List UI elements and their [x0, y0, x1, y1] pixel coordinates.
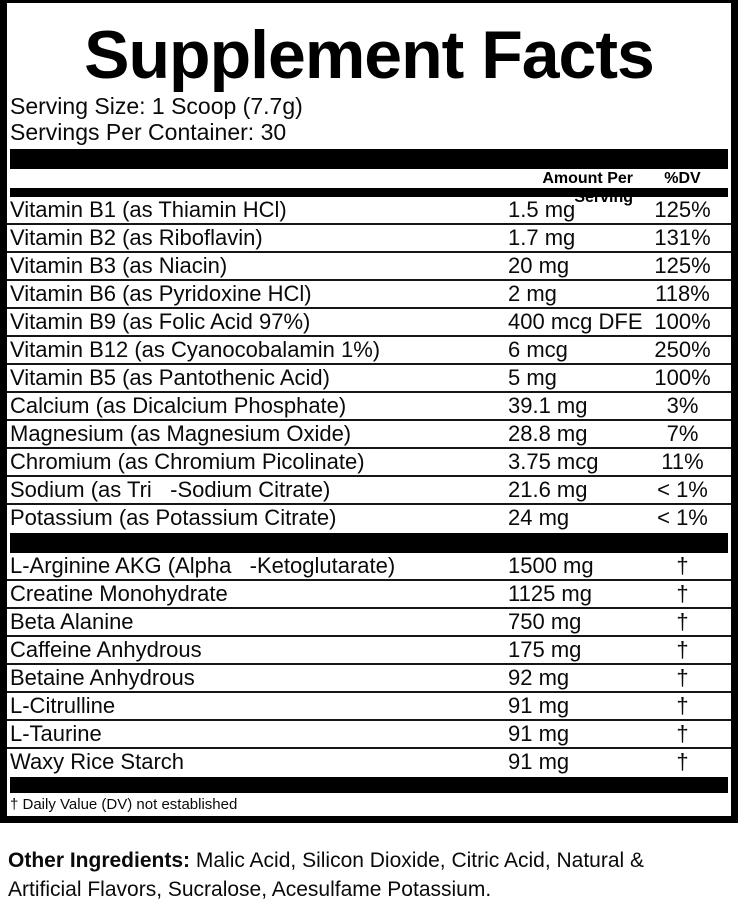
- row-name: Magnesium (as Magnesium Oxide): [10, 421, 352, 446]
- row-name: Chromium (as Chromium Picolinate): [10, 449, 365, 474]
- table-row: [7, 637, 731, 665]
- table-row: [7, 393, 731, 421]
- table-row: [7, 477, 731, 505]
- table-row: [7, 665, 731, 693]
- row-amount: 5 mg: [508, 365, 557, 390]
- row-name: Vitamin B1 (as Thiamin HCl): [10, 197, 287, 222]
- row-amount: 1125 mg: [508, 581, 592, 606]
- row-dv: †: [676, 609, 689, 634]
- ingredient-table: [7, 553, 731, 777]
- divider-bar-bottom: [10, 777, 728, 793]
- row-amount: 91 mg: [508, 693, 570, 718]
- table-row: [7, 337, 731, 365]
- row-amount: 24 mg: [508, 505, 570, 530]
- amount-column-header: Amount Per Serving: [542, 170, 633, 206]
- table-row: [7, 581, 731, 609]
- row-name: Vitamin B2 (as Riboflavin): [10, 225, 263, 250]
- row-dv: 3%: [666, 393, 699, 418]
- table-row: [7, 253, 731, 281]
- row-dv: †: [676, 581, 689, 606]
- table-row: [7, 553, 731, 581]
- row-dv: †: [676, 665, 689, 690]
- row-name: Potassium (as Potassium Citrate): [10, 505, 337, 530]
- row-amount: 1500 mg: [508, 553, 594, 578]
- row-name: L-Citrulline: [10, 693, 116, 718]
- column-header-row: [7, 169, 731, 206]
- other-ingredients-line1: Malic Acid, Silicon Dioxide, Citric Acid, Natural &: [190, 849, 645, 872]
- row-amount: 39.1 mg: [508, 393, 588, 418]
- row-dv: 11%: [661, 449, 704, 474]
- row-amount: 3.75 mcg: [508, 449, 599, 474]
- row-amount: 21.6 mg: [508, 477, 588, 502]
- table-row: [7, 281, 731, 309]
- nutrient-table: [7, 197, 731, 533]
- row-name: Vitamin B9 (as Folic Acid 97%): [10, 309, 311, 334]
- serving-size-text: Serving Size: 1 Scoop (7.7g): [10, 93, 303, 119]
- row-dv: 7%: [666, 421, 699, 446]
- row-name: L-Arginine AKG (Alpha -Ketoglutarate): [10, 553, 396, 578]
- other-ingredients-paragraph: [8, 846, 728, 902]
- row-dv: < 1%: [657, 505, 708, 530]
- row-dv: 250%: [654, 337, 711, 362]
- divider-bar-top: [10, 149, 728, 169]
- row-dv: 118%: [655, 281, 710, 306]
- row-dv: †: [676, 637, 689, 662]
- table-row: [7, 693, 731, 721]
- row-amount: 92 mg: [508, 665, 570, 690]
- dv-footnote: † Daily Value (DV) not established: [10, 796, 238, 813]
- other-ingredients-line2: Artificial Flavors, Sucralose, Acesulfame Potassium.: [8, 878, 492, 901]
- row-amount: 28.8 mg: [508, 421, 588, 446]
- row-amount: 6 mcg: [508, 337, 568, 362]
- row-amount: 1.7 mg: [508, 225, 576, 250]
- row-name: Waxy Rice Starch: [10, 749, 185, 774]
- row-name: Calcium (as Dicalcium Phosphate): [10, 393, 347, 418]
- row-amount: 91 mg: [508, 749, 570, 774]
- row-dv: 131%: [654, 225, 711, 250]
- table-row: [7, 505, 731, 533]
- row-amount: 400 mcg DFE: [508, 309, 643, 334]
- row-name: Creatine Monohydrate: [10, 581, 228, 606]
- row-dv: 100%: [654, 365, 711, 390]
- table-row: [7, 449, 731, 477]
- table-row: [7, 365, 731, 393]
- other-ingredients-label: Other Ingredients:: [8, 849, 191, 872]
- panel-title: Supplement Facts: [84, 17, 654, 93]
- table-row: [7, 421, 731, 449]
- row-amount: 175 mg: [508, 637, 582, 662]
- row-dv: †: [676, 693, 689, 718]
- row-name: Vitamin B3 (as Niacin): [10, 253, 228, 278]
- row-dv: 125%: [654, 197, 711, 222]
- row-dv: 125%: [654, 253, 711, 278]
- row-amount: 20 mg: [508, 253, 570, 278]
- table-row: [7, 609, 731, 637]
- table-row: [7, 721, 731, 749]
- row-name: Vitamin B5 (as Pantothenic Acid): [10, 365, 330, 390]
- row-dv: 100%: [654, 309, 711, 334]
- row-amount: 750 mg: [508, 609, 582, 634]
- servings-per-container-text: Servings Per Container: 30: [10, 119, 287, 145]
- row-name: Caffeine Anhydrous: [10, 637, 202, 662]
- row-name: L-Taurine: [10, 721, 102, 746]
- row-name: Vitamin B6 (as Pyridoxine HCl): [10, 281, 312, 306]
- divider-bar-middle: [10, 533, 728, 553]
- row-amount: 1.5 mg: [508, 197, 576, 222]
- row-dv: †: [676, 721, 689, 746]
- row-name: Betaine Anhydrous: [10, 665, 195, 690]
- row-name: Sodium (as Tri -Sodium Citrate): [10, 477, 331, 502]
- row-name: Beta Alanine: [10, 609, 134, 634]
- dv-column-header: %DV: [664, 170, 701, 187]
- table-row: [7, 309, 731, 337]
- row-amount: 2 mg: [508, 281, 557, 306]
- row-amount: 91 mg: [508, 721, 570, 746]
- row-dv: < 1%: [657, 477, 708, 502]
- table-row: [7, 197, 731, 225]
- row-dv: †: [676, 553, 689, 578]
- table-row: [7, 749, 731, 777]
- table-row: [7, 225, 731, 253]
- row-dv: †: [676, 749, 689, 774]
- row-name: Vitamin B12 (as Cyanocobalamin 1%): [10, 337, 381, 362]
